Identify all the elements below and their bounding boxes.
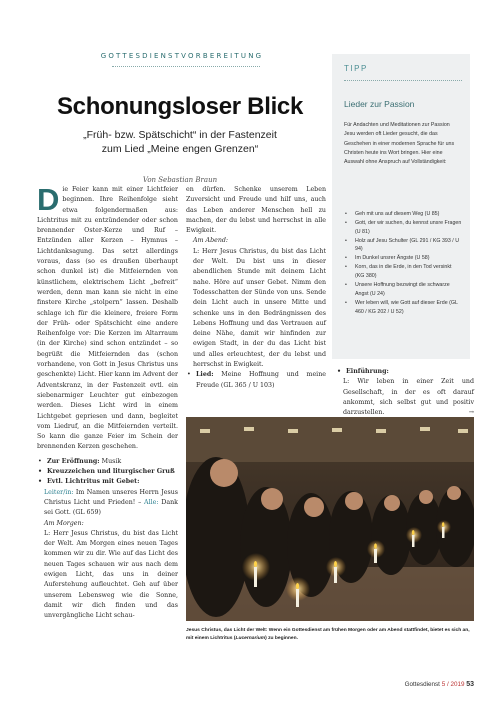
tip-title: Lieder zur Passion bbox=[344, 99, 415, 109]
song-list-item: • Korn, das in die Erde, in den Tod versinkt (KG 380) bbox=[355, 263, 462, 280]
step-greeting: • Kreuzzeichen und liturgischer Gruß bbox=[47, 467, 178, 477]
song-list-item: • Wer leben will, wie Gott auf dieser Erde (GL 460 / KG 202 / U 52) bbox=[355, 299, 462, 316]
page-footer bbox=[405, 681, 474, 688]
liturgy-steps bbox=[37, 457, 178, 488]
tip-song-list bbox=[344, 210, 462, 317]
step-introduction: • Einführung: bbox=[346, 367, 474, 377]
continue-arrow-icon: → bbox=[468, 409, 474, 417]
section-kicker: GOTTESDIENSTVORBEREITUNG bbox=[100, 52, 264, 60]
text-column-1 bbox=[37, 182, 178, 621]
candlelight-photo bbox=[186, 417, 474, 621]
caption-bold: Jesus Christus, das Licht der Welt: Wenn ein Gottesdienst am frühen Morgen oder am Abend stattfindet, bietet es sich an, mit einem Lichtritus ( bbox=[186, 628, 470, 641]
song-text: Meine Hoffnung und meine Freude (GL 365 / U 103) bbox=[196, 371, 326, 389]
tip-body: Für Andachten und Meditationen zur Passion Jesu werden oft Lieder gesucht, die das Geschehen in einer modernen Sprache für uns Christen heute ins Wort bringen. Hier eine Auswahl ohne Anspruch auf Vollständigkeit: bbox=[344, 122, 455, 166]
issue-number: 5 / 2019 bbox=[441, 681, 465, 688]
subtitle-line-2: zum Lied „Meine engen Grenzen“ bbox=[101, 143, 259, 155]
leader-response bbox=[37, 488, 178, 519]
text-column-2 bbox=[186, 185, 326, 391]
subtitle-line-1: „Früh- bzw. Spätschicht“ in der Fastenzeit bbox=[83, 129, 277, 141]
song-label: Lied: bbox=[196, 371, 214, 379]
step-opening bbox=[47, 457, 178, 467]
morning-prayer-continued: en dürfen. Schenke unserem Leben Zuversicht und Freude und hilf uns, auch das Leben anderer Menschen hell zu machen, der du lebst und herrschst in alle Ewigkeit. bbox=[186, 186, 326, 235]
intro-step bbox=[336, 367, 474, 377]
article-title: Schonungsloser Blick bbox=[56, 93, 304, 120]
step-lightrite: • Evtl. Lichtritus mit Gebet: bbox=[47, 477, 178, 487]
leader-label: Leiter/in: bbox=[44, 488, 74, 496]
intro-text: ie Feier kann mit einer Lichtfeier beginnen. Ihre Reihenfolge sieht etwa folgendermaßen aus: Lichtritus mit zu entzündender oder schon brennender Oster-Kerze und Ruf – Entzünden aller Kerzen – Hymnus – Lichtdanksagung. Das setzt allerdings voraus, dass (so es draußen überhaupt schon dunkel ist) die Mitfeiernden von künstlichem, elektrischem Licht „befreit“ werden, denn man kann sie nicht in eine finstere Kirche „stolpern“ lassen. Deshalb schlage ich für die kleinere, freiere Form der Früh- oder Spätschicht eine andere Reihenfolge vor: Die Kerzen im Altarraum (in der Kirche) sind schon entzündet – so begrüßt die Mitfeiernden das (schon vorhandene, von Gott in Jesus Christus uns geschenkte) Licht. Hier kann im Advent der Adventskranz, in der Fastenzeit evtl. ein siebenarmiger Leuchter gut einbezogen werden. Dieses Licht wird in einem Lichtgebet gepriesen und dann, begleitet vom Liedruf, an die Mitfeiernden verteilt. So kann die ganze Feier im Schein der brennenden Kerzen geschehen. bbox=[37, 186, 178, 451]
introduction-body: L: Wir leben in einer Zeit und Gesellschaft, in der es oft darauf ankommt, sich selbst gut und positiv darzustellen. bbox=[343, 378, 474, 417]
all-label: Alle: bbox=[144, 498, 159, 506]
song-step bbox=[186, 370, 326, 391]
tip-label: TIPP bbox=[344, 64, 368, 73]
caption-italic: Lucernarium bbox=[235, 635, 266, 641]
text-column-3 bbox=[336, 367, 474, 418]
step-opening-text: Musik bbox=[101, 457, 122, 465]
photo-caption bbox=[186, 627, 474, 642]
leader-text: Im Namen unseres Herrn Jesus Christus Licht und Frieden! – bbox=[44, 488, 178, 506]
author-byline: Von Sebastian Braun bbox=[142, 176, 218, 184]
song-list-item: • Geh mit uns auf diesem Weg (U 85) bbox=[355, 210, 462, 219]
song-list-item: • Im Dunkel unsrer Ängste (U 58) bbox=[355, 254, 462, 263]
article-subtitle bbox=[30, 128, 330, 156]
page-number: 53 bbox=[466, 681, 474, 688]
morning-label: Am Morgen: bbox=[44, 519, 84, 527]
caption-end: ) zu beginnen. bbox=[265, 635, 298, 641]
evening-prayer: L: Herr Jesus Christus, du bist das Licht der Welt. Du bist uns in dieser abendlichen Stunde mit deinem Licht nahe. Höre auf unser Gebet. Nimm den Todesschatten der Sünde von uns. Sende dein Licht auch in unsere Mitte und schenke uns in den Bedrängnissen des Lebens Hoffnung und das Vertrauen auf deine Nähe, damit wir hinfinden zur ewigen Stadt, in der du das Licht bist und alles erleuchtest, der du lebst und herrschst in Ewigkeit. bbox=[193, 247, 326, 369]
song-list-item: • Gott, der wir suchen, du kennst unsre Fragen (U 81) bbox=[355, 219, 462, 236]
candlelight-photo-image bbox=[186, 417, 474, 621]
introduction-text bbox=[336, 377, 474, 418]
song-list-item: • Unsere Hoffnung bezwingt die schwarze Angst (U 24) bbox=[355, 281, 462, 298]
kicker-divider bbox=[112, 66, 260, 67]
step-song bbox=[196, 370, 326, 391]
all-text: Dank sei Gott. (GL 659) bbox=[44, 498, 178, 517]
song-list-item: • Holz auf Jesu Schulter (GL 291 / KG 393 / U 94) bbox=[355, 237, 462, 254]
step-opening-label: Zur Eröffnung: bbox=[47, 457, 100, 465]
evening-label: Am Abend: bbox=[193, 237, 229, 245]
tip-divider bbox=[344, 80, 462, 81]
morning-prayer: L: Herr Jesus Christus, du bist das Licht der Welt. Am Morgen eines neuen Tages kommen wir zu dir. Wie auf das Licht des neuen Tages schauen wir aus nach dem ewigen Licht, das uns in deiner Auferstehung aufleuchtet. Geh auf über unserem Lebensweg wie die Sonne, damit wir dich finden und das unvergängliche Licht schau- bbox=[44, 529, 178, 620]
intro-paragraph bbox=[37, 182, 178, 453]
dropcap-letter: D bbox=[37, 182, 60, 217]
magazine-name: Gottesdienst bbox=[404, 681, 440, 688]
